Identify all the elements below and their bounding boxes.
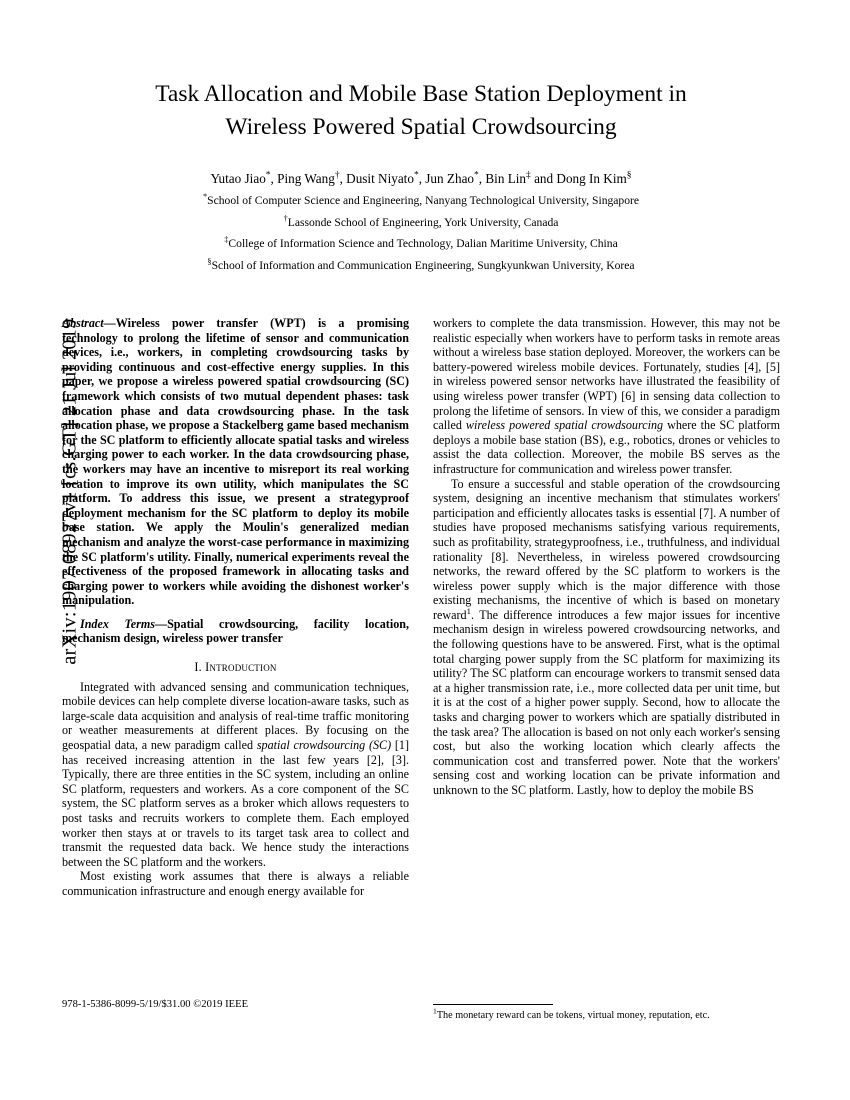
page-footer [62,998,780,1022]
author-list: Yutao Jiao*, Ping Wang†, Dusit Niyato*, Jun Zhao*, Bin Lin‡ and Dong In Kim§ [210,170,632,186]
section-heading-introduction: I. Introduction [194,660,277,675]
left-column [62,316,409,899]
abstract-label: Abstract— [62,316,116,330]
copyright-line: 978-1-5386-8099-5/19/$31.00 ©2019 IEEE [62,999,249,1010]
right-paragraph-2: To ensure a successful and stable operation of the crowdsourcing system, designing an incentive mechanism that stimulates workers' participation and efficiently allocates tasks is essential [7]. A number of studies have proposed mechanisms satisfying various requirements, such as profitability, strategyproofness, i.e., truthfulness, and individual rationality [8]. Nevertheless, in wireless powered crowdsourcing networks, the reward offered by the SC platform to workers is the wireless power supply which is the major difference with those existing mechanisms, the incentive of which is based on monetary reward$^1$. The difference introduces a few major issues for incentive mechanism design in wireless powered crowdsourcing networks, and the following questions have to be answered. First, what is the optimal total charging power supply from the SC platform for maximizing its utility? The SC platform can encourage workers to transmit sensed data at a higher transmission rate, i.e., more collected data per unit time, but it is at the cost of a higher power supply. Second, how to allocate the tasks and charging power to workers which are spatially distributed in the task area? The allocation is based on not only each worker's sensing cost, but also the working location which clearly affects the communication cost and transferred power. Note that the workers' sensing cost and working location can be private information and unknown to the SC platform. Lastly, how to deploy the mobile BS [433,476,780,797]
affiliation-3: ‡College of Information Science and Technology, Dalian Maritime University, China [224,235,618,250]
index-terms-label: Index Terms— [80,616,168,631]
intro-paragraph-1: Integrated with advanced sensing and communication techniques, mobile devices can help complete diverse location-aware tasks, such as large-scale data acquisition and analysis of real-time traffic monitoring or weather measurements at different places. By focusing on the geospatial data, a new paradigm called spatial crowdsourcing (SC) [1] has received increasing attention in the last few years [2], [3]. Typically, there are three entities in the SC system, including an online SC platform, requesters and workers. As a core component of the SC system, the SC platform serves as a broker which allows requesters to post tasks and recruits workers to complete them. Each employed worker then stays at or travels to its target task area to collect and transmit the requested data back. We hence study the interactions between the SC platform and the workers. [62,679,410,869]
footnote-body: The monetary reward can be tokens, virtual money, reputation, etc. [436,1010,710,1021]
affiliation-4: §School of Information and Communication Engineering, Sungkyunkwan University, Korea [207,256,635,272]
abstract-text: Wireless power transfer (WPT) is a promising technology to prolong the lifetime of sensor and communication devices, i.e., workers, in completing crowdsourcing tasks by providing continuous and cost-effective energy supplies. In this paper, we propose a wireless powered spatial crowdsourcing (SC) framework which consists of two mutual dependent phases: task allocation phase and data crowdsourcing phase. In the task allocation phase, we propose a Stackelberg game based mechanism for the SC platform to efficiently allocate spatial tasks and wireless charging power to each worker. In the data crowdsourcing phase, the workers may have an incentive to misreport its real working location to improve its own utility, which manipulates the SC platform. To address this issue, we present a strategyproof deployment mechanism for the SC platform to deploy its mobile base station. We apply the Moulin's generalized median mechanism and analyze the worst-case performance in maximizing the SC platform's utility. Finally, numerical experiments reveal the effectiveness of the proposed framework in allocating tasks and charging power to workers while avoiding the dishonest worker's manipulation. [62,316,409,608]
index-terms-paragraph [62,617,409,646]
affiliation-1: *School of Computer Science and Engineering, Nanyang Technological University, Singapore [202,192,640,207]
right-paragraph-1: workers to complete the data transmission. However, this may not be realistic especially when workers have to perform tasks in remote areas without a wireless base station deployed. Moreover, the workers can be battery-powered wireless mobile devices. Fortunately, studies [4], [5] in wireless powered sensor networks have illustrated the feasibility of using wireless power transfer (WPT) [6] in sensing data collection to prolong the lifetime of sensors. In view of this, we consider a paradigm called wireless powered spatial crowdsourcing where the SC platform deploys a mobile base station (BS), e.g., robotics, drones or vehicles to assist the data collection. Moreover, the mobile BS serves as the infrastructure for communication and wireless power transfer. [433,316,780,476]
paper-content [62,60,780,899]
right-column [433,316,780,899]
page-title: Task Allocation and Mobile Base Station Deployment in Wireless Powered Spatial Crowdsourcing [155,81,687,140]
index-terms-text: Spatial crowdsourcing, facility location, mechanism design, wireless power transfer [62,616,409,646]
footnote-block [433,998,780,1022]
footnote-marker: 1 [433,1006,437,1016]
footnote-text [433,1006,780,1022]
affiliation-2: †Lassonde School of Engineering, York University, Canada [283,213,559,229]
footnote-rule [433,1004,553,1005]
arxiv-stamp: arXiv:1907.08927v1 [cs.GT] 21 Jul 2019 [58,318,81,665]
intro-paragraph-2: Most existing work assumes that there is always a reliable communication infrastructure and enough energy available for [62,869,409,898]
two-column-body [62,316,780,899]
abstract-paragraph [62,316,409,608]
